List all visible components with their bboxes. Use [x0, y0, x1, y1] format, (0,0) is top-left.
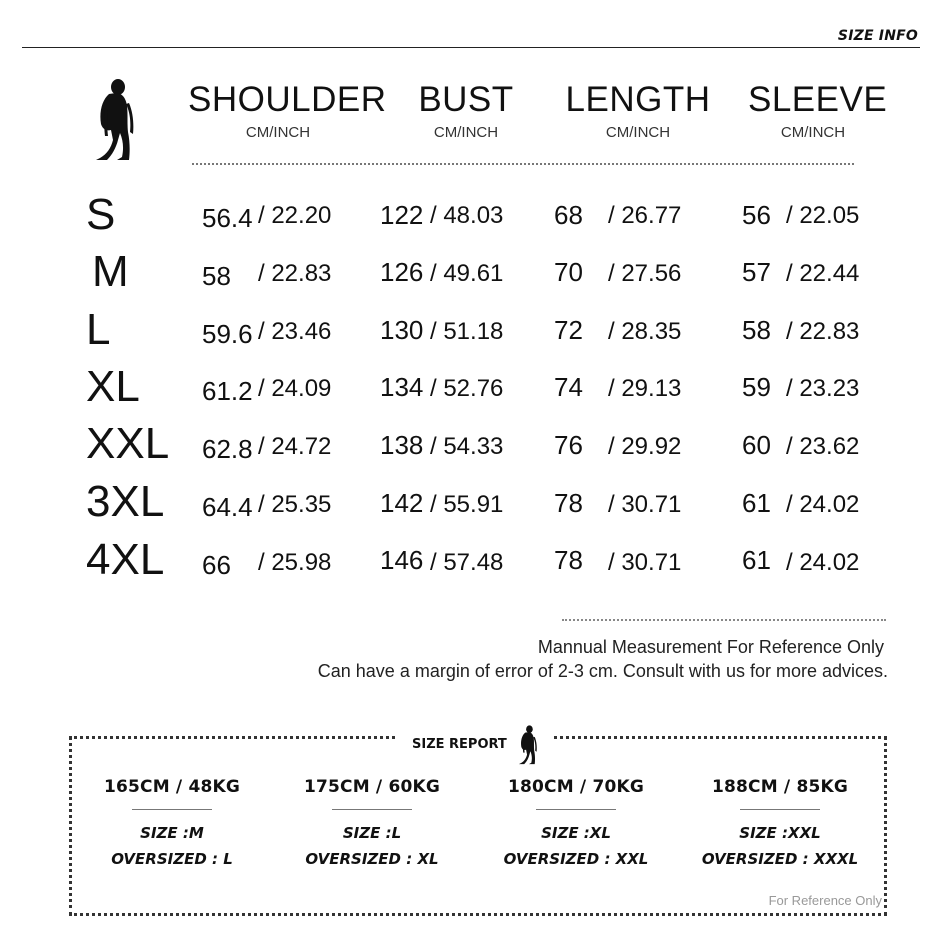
size-report-title	[398, 724, 553, 754]
bust-inch: / 54.33	[430, 433, 504, 460]
length-inch: / 28.35	[608, 318, 682, 345]
margin-of-error-note: Can have a margin of error of 2-3 cm. Consult with us for more advices.	[317, 661, 888, 681]
recommended-size: SIZE :M	[140, 824, 204, 842]
shoulder-inch: / 24.72	[258, 433, 332, 460]
report-item-188	[690, 777, 870, 872]
length-cm: 68	[554, 200, 583, 230]
header-divider	[22, 47, 920, 48]
shoulder-inch: / 22.83	[258, 260, 332, 287]
height-weight: 180CM / 70KG	[507, 777, 645, 797]
bust-cm: 146	[380, 545, 424, 575]
bust-cm: 142	[380, 488, 424, 518]
sleeve-inch: / 23.23	[786, 375, 860, 402]
bust-cm: 126	[380, 257, 424, 287]
height-weight: 165CM / 48KG	[103, 777, 241, 797]
measurement-note: Mannual Measurement For Reference Only	[537, 637, 884, 657]
length-inch: / 26.77	[608, 202, 682, 229]
sleeve-cm: 61	[742, 545, 771, 575]
report-item-165	[82, 777, 262, 872]
bust-inch: / 49.61	[430, 260, 504, 287]
report-item-180	[486, 777, 666, 872]
height-weight: 188CM / 85KG	[711, 777, 849, 797]
length-cm: 72	[554, 315, 583, 345]
column-name: SHOULDER	[188, 80, 387, 119]
length-inch: / 30.71	[608, 549, 682, 576]
length-cm: 70	[554, 257, 583, 287]
shoulder-inch: / 23.46	[258, 318, 332, 345]
shoulder-cm: 59.6	[202, 319, 253, 349]
sleeve-inch: / 23.62	[786, 433, 860, 460]
sleeve-inch: / 22.05	[786, 202, 860, 229]
recommended-size: SIZE :XL	[541, 824, 611, 842]
size-label: 4XL	[86, 535, 165, 584]
sleeve-cm: 60	[742, 430, 771, 460]
length-inch: / 29.92	[608, 433, 682, 460]
bust-cm: 122	[380, 200, 424, 230]
bust-inch: / 51.18	[430, 318, 504, 345]
height-weight: 175CM / 60KG	[303, 777, 441, 797]
bust-cm: 138	[380, 430, 424, 460]
bust-inch: / 48.03	[430, 202, 504, 229]
length-inch: / 29.13	[608, 375, 682, 402]
length-inch: / 27.56	[608, 260, 682, 287]
sleeve-cm: 59	[742, 372, 771, 402]
bust-inch: / 57.48	[430, 549, 504, 576]
bust-inch: / 55.91	[430, 491, 504, 518]
reference-only-note: For Reference Only	[768, 893, 882, 908]
header-dotted-divider	[192, 163, 854, 165]
oversized-size: OVERSIZED : XXXL	[701, 850, 859, 868]
column-header-length	[560, 80, 716, 141]
shoulder-cm: 58	[202, 261, 231, 291]
size-report-label: SIZE REPORT	[412, 737, 507, 752]
sleeve-inch: / 22.44	[786, 260, 860, 287]
oversized-size: OVERSIZED : XXL	[503, 850, 649, 868]
ape-figure-small-icon	[517, 724, 539, 766]
report-divider	[740, 809, 820, 810]
sleeve-inch: / 24.02	[786, 491, 860, 518]
size-info-title: SIZE INFO	[837, 28, 918, 44]
shoulder-inch: / 25.98	[258, 549, 332, 576]
column-unit: CM/INCH	[605, 124, 671, 141]
shoulder-inch: / 24.09	[258, 375, 332, 402]
column-name: BUST	[418, 80, 514, 119]
column-header-sleeve	[748, 80, 888, 141]
report-item-175	[282, 777, 462, 872]
size-label: XXL	[86, 419, 170, 468]
notes-dotted-divider	[562, 619, 886, 621]
shoulder-inch: / 25.35	[258, 491, 332, 518]
shoulder-cm: 64.4	[202, 492, 253, 522]
size-label: 3XL	[86, 477, 165, 526]
bust-cm: 130	[380, 315, 424, 345]
report-divider	[332, 809, 412, 810]
sleeve-cm: 61	[742, 488, 771, 518]
size-label: S	[86, 190, 116, 239]
size-label: XL	[86, 362, 140, 411]
column-unit: CM/INCH	[245, 124, 311, 141]
sleeve-cm: 58	[742, 315, 771, 345]
shoulder-cm: 66	[202, 550, 231, 580]
shoulder-cm: 61.2	[202, 376, 253, 406]
column-unit: CM/INCH	[780, 124, 846, 141]
sleeve-cm: 56	[742, 200, 771, 230]
report-divider	[536, 809, 616, 810]
column-header-shoulder	[188, 80, 387, 141]
oversized-size: OVERSIZED : XL	[305, 850, 439, 868]
length-inch: / 30.71	[608, 491, 682, 518]
recommended-size: SIZE :L	[342, 824, 402, 842]
size-label: M	[92, 247, 129, 296]
bust-cm: 134	[380, 372, 424, 402]
bust-inch: / 52.76	[430, 375, 504, 402]
shoulder-cm: 56.4	[202, 203, 253, 233]
shoulder-cm: 62.8	[202, 434, 253, 464]
report-divider	[132, 809, 212, 810]
column-name: SLEEVE	[748, 80, 888, 119]
length-cm: 78	[554, 545, 583, 575]
length-cm: 78	[554, 488, 583, 518]
column-unit: CM/INCH	[433, 124, 499, 141]
oversized-size: OVERSIZED : L	[111, 850, 233, 868]
shoulder-inch: / 22.20	[258, 202, 332, 229]
size-label: L	[86, 305, 111, 354]
sleeve-cm: 57	[742, 257, 771, 287]
length-cm: 76	[554, 430, 583, 460]
sleeve-inch: / 22.83	[786, 318, 860, 345]
ape-figure-icon	[92, 78, 138, 167]
sleeve-inch: / 24.02	[786, 549, 860, 576]
recommended-size: SIZE :XXL	[739, 824, 821, 842]
length-cm: 74	[554, 372, 583, 402]
column-header-bust	[386, 80, 546, 141]
column-name: LENGTH	[565, 80, 711, 119]
